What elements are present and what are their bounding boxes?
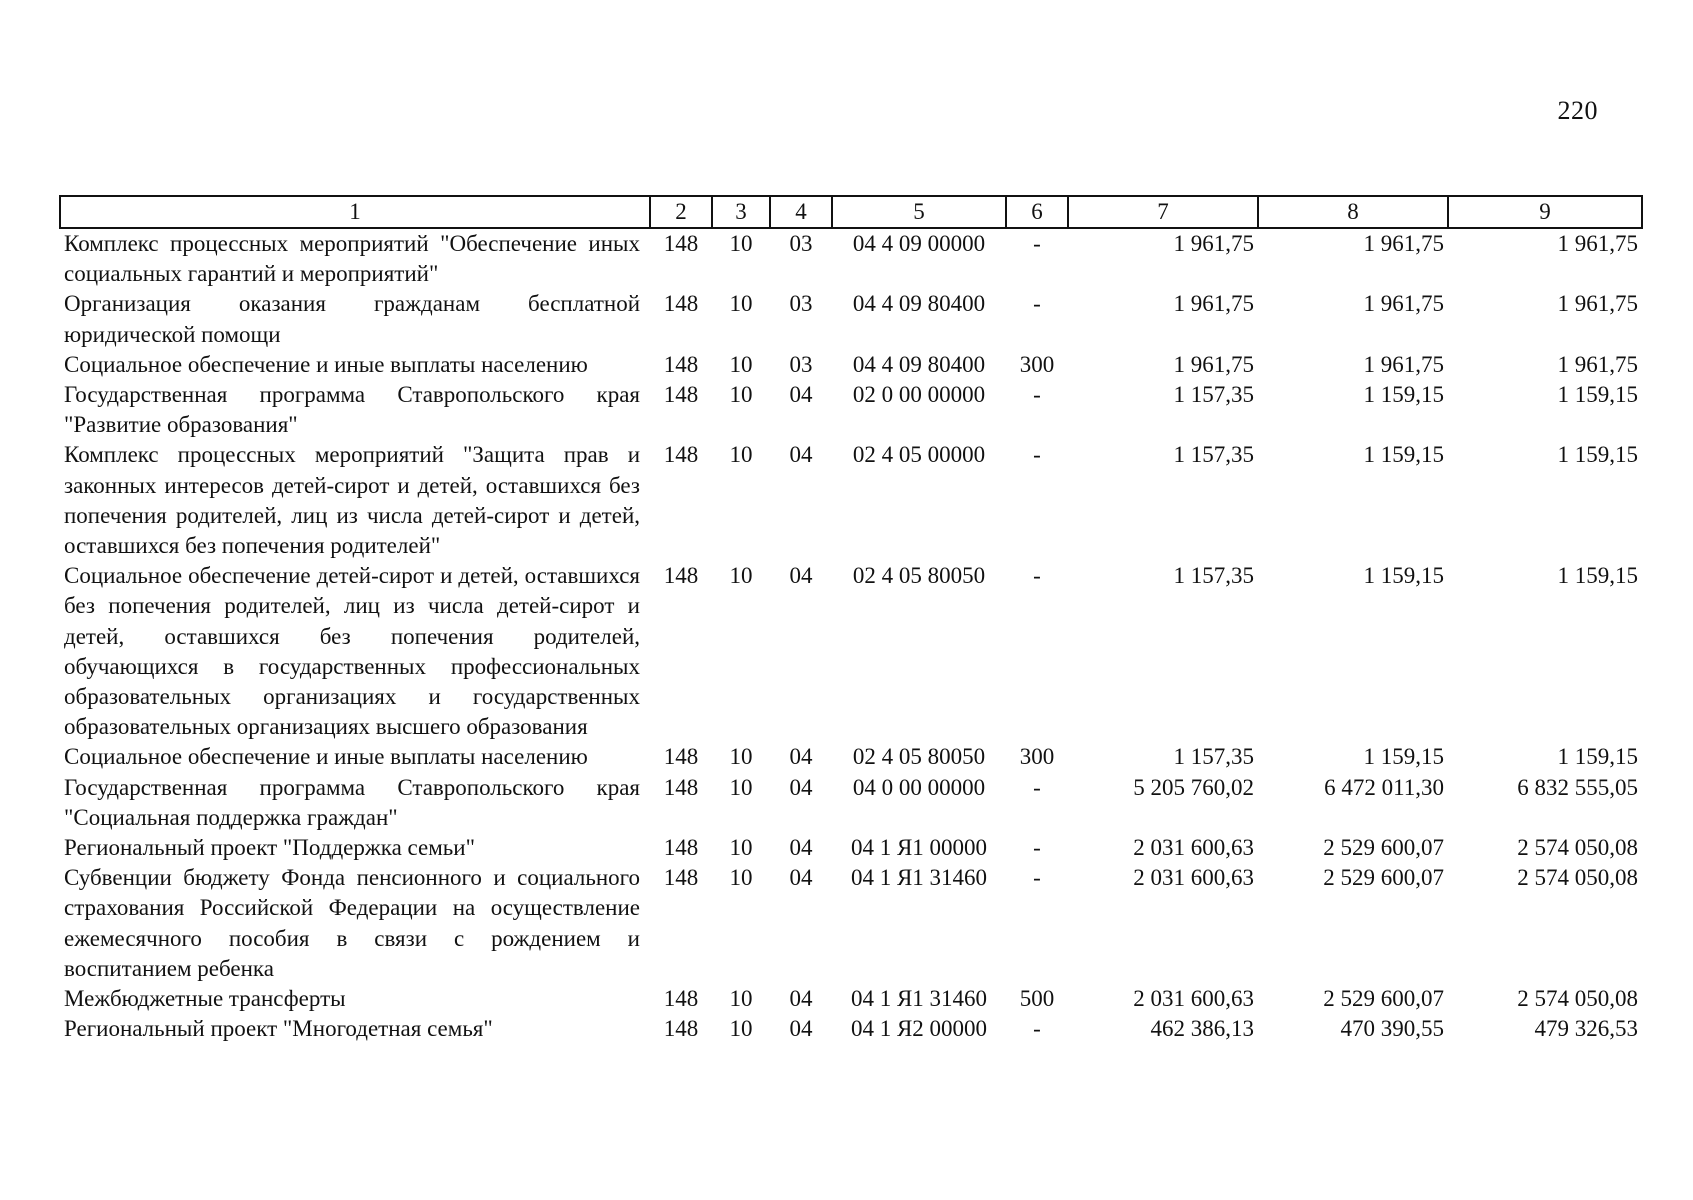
row-subsection-cell: 04 xyxy=(789,1016,813,1042)
row-amount-col8-cell: 2 529 600,07 xyxy=(1323,865,1444,891)
row-section-cell: 10 xyxy=(729,865,753,891)
row-expense-type-cell: - xyxy=(1033,231,1041,256)
row-amount-col7-cell: 1 157,35 xyxy=(1173,382,1254,408)
row-name-cell: Государственная программа Ставропольского края "Развитие образования" xyxy=(64,382,640,438)
header-col-3: 3 xyxy=(712,196,770,228)
row-expense-type-cell: - xyxy=(1033,563,1041,589)
row-target-article-cell: 04 1 Я1 00000 xyxy=(850,835,988,861)
row-expense-type-cell: - xyxy=(1033,835,1041,861)
header-col-4: 4 xyxy=(770,196,832,228)
row-section-cell: 10 xyxy=(729,986,753,1012)
row-amount-col7-cell: 2 031 600,63 xyxy=(1133,865,1254,891)
row-subsection-cell: 04 xyxy=(789,563,813,589)
row-amount-col8-cell: 1 159,15 xyxy=(1363,744,1444,770)
row-section-cell: 10 xyxy=(729,382,753,408)
table-row xyxy=(60,350,1642,380)
header-col-6: 6 xyxy=(1006,196,1068,228)
row-amount-col8-cell: 1 961,75 xyxy=(1363,231,1444,256)
row-expense-type-cell: 500 xyxy=(1019,986,1055,1012)
header-col-5: 5 xyxy=(832,196,1006,228)
row-expense-type-cell: - xyxy=(1033,1016,1041,1042)
table-row xyxy=(60,228,1642,289)
table-row xyxy=(60,984,1642,1014)
row-amount-col9-cell: 1 159,15 xyxy=(1557,563,1638,589)
row-amount-col9-cell: 2 574 050,08 xyxy=(1517,865,1638,891)
row-target-article-cell: 04 0 00 00000 xyxy=(852,774,986,800)
row-section-cell: 10 xyxy=(729,774,753,800)
row-subsection-cell: 03 xyxy=(789,231,813,256)
row-amount-col9-cell: 1 961,75 xyxy=(1557,291,1638,317)
row-admin-code-cell: 148 xyxy=(663,231,699,256)
row-amount-col8-cell: 1 961,75 xyxy=(1363,291,1444,317)
row-admin-code-cell: 148 xyxy=(663,774,699,800)
table-row xyxy=(60,773,1642,833)
row-amount-col9-cell: 1 159,15 xyxy=(1557,442,1638,468)
row-subsection-cell: 04 xyxy=(789,382,813,408)
row-amount-col7-cell: 1 157,35 xyxy=(1173,563,1254,589)
row-amount-col9-cell: 1 961,75 xyxy=(1557,351,1638,377)
row-subsection-cell: 04 xyxy=(789,774,813,800)
row-amount-col8-cell: 1 961,75 xyxy=(1363,351,1444,377)
table-header xyxy=(60,196,1642,228)
table-body xyxy=(60,228,1642,1044)
row-target-article-cell: 04 4 09 80400 xyxy=(852,291,986,317)
row-amount-col9-cell: 6 832 555,05 xyxy=(1517,774,1638,800)
row-expense-type-cell: - xyxy=(1033,442,1041,468)
header-row xyxy=(60,196,1642,228)
row-amount-col9-cell: 1 159,15 xyxy=(1557,382,1638,408)
row-amount-col7-cell: 462 386,13 xyxy=(1150,1016,1254,1042)
table-row xyxy=(60,440,1642,561)
row-amount-col9-cell: 479 326,53 xyxy=(1534,1016,1638,1042)
row-name-cell: Социальное обеспечение детей-сирот и детей, оставшихся без попечения родителей, лиц из числа детей-сирот и детей, оставшихся без попечения родителей, обучающихся в государственных профессиональных образовательных организациях и государственных образовательных организациях высшего образования xyxy=(64,563,640,740)
row-admin-code-cell: 148 xyxy=(663,442,699,468)
row-name-cell: Региональный проект "Поддержка семьи" xyxy=(64,835,475,861)
row-amount-col8-cell: 2 529 600,07 xyxy=(1323,986,1444,1012)
row-admin-code-cell: 148 xyxy=(663,563,699,589)
row-section-cell: 10 xyxy=(729,291,753,317)
row-subsection-cell: 04 xyxy=(789,744,813,770)
row-subsection-cell: 03 xyxy=(789,351,813,377)
row-expense-type-cell: - xyxy=(1033,774,1041,800)
row-amount-col9-cell: 1 159,15 xyxy=(1557,744,1638,770)
row-section-cell: 10 xyxy=(729,835,753,861)
row-amount-col9-cell: 1 961,75 xyxy=(1557,231,1638,256)
row-admin-code-cell: 148 xyxy=(663,865,699,891)
row-section-cell: 10 xyxy=(729,231,753,256)
header-col-7: 7 xyxy=(1068,196,1258,228)
row-expense-type-cell: 300 xyxy=(1019,744,1055,770)
row-amount-col8-cell: 1 159,15 xyxy=(1363,382,1444,408)
row-admin-code-cell: 148 xyxy=(663,835,699,861)
table-row xyxy=(60,380,1642,440)
row-name-cell: Социальное обеспечение и иные выплаты населению xyxy=(64,744,588,770)
row-amount-col7-cell: 1 157,35 xyxy=(1173,744,1254,770)
row-target-article-cell: 02 4 05 00000 xyxy=(852,442,986,468)
table-row xyxy=(60,289,1642,349)
row-expense-type-cell: 300 xyxy=(1019,351,1055,377)
row-section-cell: 10 xyxy=(729,442,753,468)
row-amount-col8-cell: 1 159,15 xyxy=(1363,563,1444,589)
row-section-cell: 10 xyxy=(729,563,753,589)
header-col-9: 9 xyxy=(1448,196,1642,228)
row-admin-code-cell: 148 xyxy=(663,351,699,377)
row-subsection-cell: 04 xyxy=(789,442,813,468)
row-target-article-cell: 04 4 09 80400 xyxy=(852,351,986,377)
page-number: 220 xyxy=(1557,96,1598,125)
row-section-cell: 10 xyxy=(729,1016,753,1042)
table-row xyxy=(60,1014,1642,1044)
budget-table xyxy=(59,195,1643,1044)
row-name-cell: Межбюджетные трансферты xyxy=(64,986,346,1012)
table-row xyxy=(60,833,1642,863)
table-row xyxy=(60,561,1642,742)
row-name-cell: Социальное обеспечение и иные выплаты населению xyxy=(64,351,588,377)
row-amount-col7-cell: 1 961,75 xyxy=(1173,351,1254,377)
row-target-article-cell: 02 4 05 80050 xyxy=(852,744,986,770)
row-name-cell: Комплекс процессных мероприятий "Обеспечение иных социальных гарантий и мероприятий" xyxy=(64,231,640,287)
row-amount-col7-cell: 1 961,75 xyxy=(1173,291,1254,317)
row-target-article-cell: 04 4 09 00000 xyxy=(852,231,986,256)
row-amount-col8-cell: 6 472 011,30 xyxy=(1324,774,1444,800)
row-amount-col7-cell: 2 031 600,63 xyxy=(1133,986,1254,1012)
row-admin-code-cell: 148 xyxy=(663,382,699,408)
row-target-article-cell: 04 1 Я1 31460 xyxy=(850,865,988,891)
row-name-cell: Организация оказания гражданам бесплатной юридической помощи xyxy=(64,291,640,347)
row-amount-col8-cell: 2 529 600,07 xyxy=(1323,835,1444,861)
row-expense-type-cell: - xyxy=(1033,382,1041,408)
row-amount-col8-cell: 1 159,15 xyxy=(1363,442,1444,468)
row-expense-type-cell: - xyxy=(1033,291,1041,317)
table-row xyxy=(60,863,1642,984)
header-col-8: 8 xyxy=(1258,196,1448,228)
header-col-2: 2 xyxy=(650,196,712,228)
table-row xyxy=(60,742,1642,772)
row-amount-col7-cell: 5 205 760,02 xyxy=(1133,774,1254,800)
row-admin-code-cell: 148 xyxy=(663,291,699,317)
row-admin-code-cell: 148 xyxy=(663,1016,699,1042)
row-amount-col8-cell: 470 390,55 xyxy=(1340,1016,1444,1042)
row-target-article-cell: 04 1 Я2 00000 xyxy=(850,1016,988,1042)
row-section-cell: 10 xyxy=(729,744,753,770)
row-name-cell: Региональный проект "Многодетная семья" xyxy=(64,1016,493,1042)
row-amount-col7-cell: 1 157,35 xyxy=(1173,442,1254,468)
row-name-cell: Государственная программа Ставропольского края "Социальная поддержка граждан" xyxy=(64,774,640,830)
row-target-article-cell: 04 1 Я1 31460 xyxy=(850,986,988,1012)
row-subsection-cell: 04 xyxy=(789,865,813,891)
row-subsection-cell: 04 xyxy=(789,986,813,1012)
row-section-cell: 10 xyxy=(729,351,753,377)
row-amount-col7-cell: 2 031 600,63 xyxy=(1133,835,1254,861)
row-name-cell: Комплекс процессных мероприятий "Защита прав и законных интересов детей-сирот и детей, оставшихся без попечения родителей, лиц из числа детей-сирот и детей, оставшихся без попечения родителей" xyxy=(64,442,640,559)
row-amount-col7-cell: 1 961,75 xyxy=(1173,231,1254,256)
row-expense-type-cell: - xyxy=(1033,865,1041,891)
row-subsection-cell: 03 xyxy=(789,291,813,317)
row-amount-col9-cell: 2 574 050,08 xyxy=(1517,835,1638,861)
row-subsection-cell: 04 xyxy=(789,835,813,861)
row-amount-col9-cell: 2 574 050,08 xyxy=(1517,986,1638,1012)
header-col-1: 1 xyxy=(60,196,650,228)
row-name-cell: Субвенции бюджету Фонда пенсионного и социального страхования Российской Федерации на осуществление ежемесячного пособия в связи с рождением и воспитанием ребенка xyxy=(64,865,640,981)
row-target-article-cell: 02 4 05 80050 xyxy=(852,563,986,589)
row-admin-code-cell: 148 xyxy=(663,986,699,1012)
row-target-article-cell: 02 0 00 00000 xyxy=(852,382,986,408)
row-admin-code-cell: 148 xyxy=(663,744,699,770)
